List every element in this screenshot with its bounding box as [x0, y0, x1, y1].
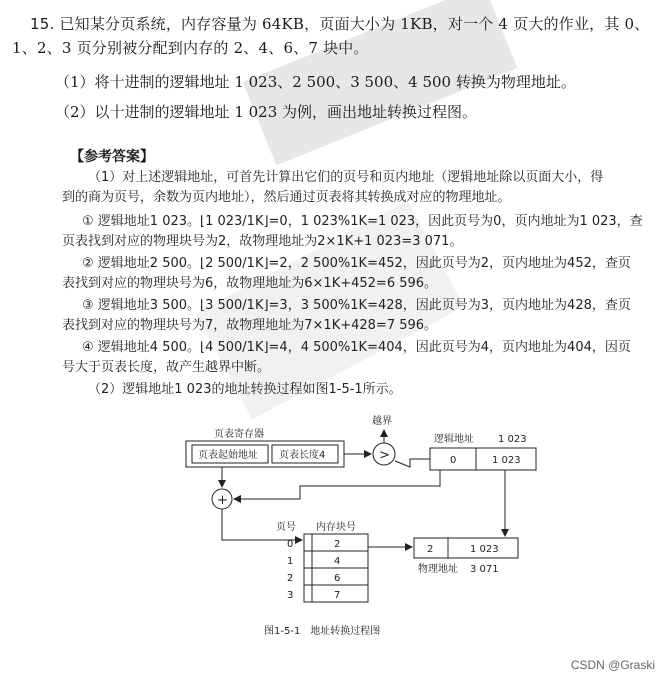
block-number-header: 内存块号 — [316, 522, 356, 533]
adder-symbol: + — [217, 493, 228, 508]
source-credit: CSDN @Graski — [570, 658, 655, 672]
answer-para-2: （2）逻辑地址1 023的地址转换过程如图1-5-1所示。 — [88, 382, 402, 397]
pt-length-label: 页表长度4 — [279, 450, 326, 461]
logical-page-to-comparator — [395, 459, 430, 467]
answer-item-4b: 号大于页表长度，故产生越界中断。 — [62, 360, 271, 375]
question-number: 15. — [30, 15, 55, 33]
logical-address-label: 逻辑地址 — [434, 434, 474, 445]
logical-offset: 1 023 — [492, 455, 521, 466]
page-index: 1 — [287, 556, 294, 567]
question-part-2: （2）以十进制的逻辑地址 1 023 为例，画出地址转换过程图。 — [55, 103, 478, 121]
block-value: 2 — [334, 539, 341, 550]
physical-block-number: 2 — [427, 544, 434, 555]
answer-para-1b: 到的商为页号，余数为页内地址），然后通过页表将其转换成对应的物理地址。 — [62, 190, 511, 205]
out-of-bounds-label: 越界 — [372, 416, 392, 427]
page-index: 0 — [287, 539, 294, 550]
answer-item-3a: ③ 逻辑地址3 500。⌊3 500/1K⌋=3，3 500%1K=428，因此页号为3，页内地址为428，查页 — [82, 298, 631, 313]
logical-address-value: 1 023 — [498, 434, 527, 445]
answer-item-3b: 表找到对应的物理块号为7，故物理地址为7×1K+428=7 596。 — [62, 318, 438, 333]
answer-item-2b: 表找到对应的物理块号为6，故物理地址为6×1K+452=6 596。 — [62, 276, 438, 291]
block-value: 4 — [334, 556, 341, 567]
question-part-1: （1）将十进制的逻辑地址 1 023、2 500、3 500、4 500 转换为物理地址。 — [55, 73, 576, 91]
page-index: 2 — [287, 573, 294, 584]
page-index: 3 — [287, 590, 294, 601]
answer-para-1a: （1）对上述逻辑地址，可首先计算出它们的页号和页内地址（逻辑地址除以页面大小，得 — [88, 170, 604, 185]
block-value: 6 — [334, 573, 341, 584]
figure-caption: 图1-5-1 地址转换过程图 — [264, 626, 381, 637]
physical-address-label: 物理地址 — [418, 564, 458, 575]
physical-address-value: 3 071 — [470, 564, 499, 575]
logical-page-to-adder — [234, 470, 440, 499]
answer-heading: 【参考答案】 — [70, 149, 154, 165]
physical-offset: 1 023 — [470, 544, 499, 555]
question-line-1: 15. 已知某分页系统，内存容量为 64KB，页面大小为 1KB，对一个 4 页大的作业，其 0、 — [30, 15, 650, 33]
page-number-header: 页号 — [276, 522, 296, 533]
page-table-register-label: 页表寄存器 — [214, 429, 264, 440]
answer-item-1b: 页表找到对应的物理块号为2，故物理地址为2×1K+1 023=3 071。 — [62, 234, 463, 249]
answer-item-4a: ④ 逻辑地址4 500。⌊4 500/1K⌋=4，4 500%1K=404，因此页号为4，页内地址为404，因页 — [82, 340, 631, 355]
pt-start-label: 页表起始地址 — [198, 450, 258, 461]
answer-item-2a: ② 逻辑地址2 500。⌊2 500/1K⌋=2，2 500%1K=452，因此页号为2，页内地址为452，查页 — [82, 256, 631, 271]
question-line-2: 1、2、3 页分别被分配到内存的 2、4、6、7 块中。 — [12, 39, 369, 57]
logical-page-number: 0 — [450, 455, 457, 466]
comparator-symbol: > — [379, 448, 390, 463]
answer-item-1a: ① 逻辑地址1 023。⌊1 023/1K⌋=0，1 023%1K=1 023，因此页号为0，页内地址为1 023，查 — [82, 214, 643, 229]
block-value: 7 — [334, 590, 341, 601]
